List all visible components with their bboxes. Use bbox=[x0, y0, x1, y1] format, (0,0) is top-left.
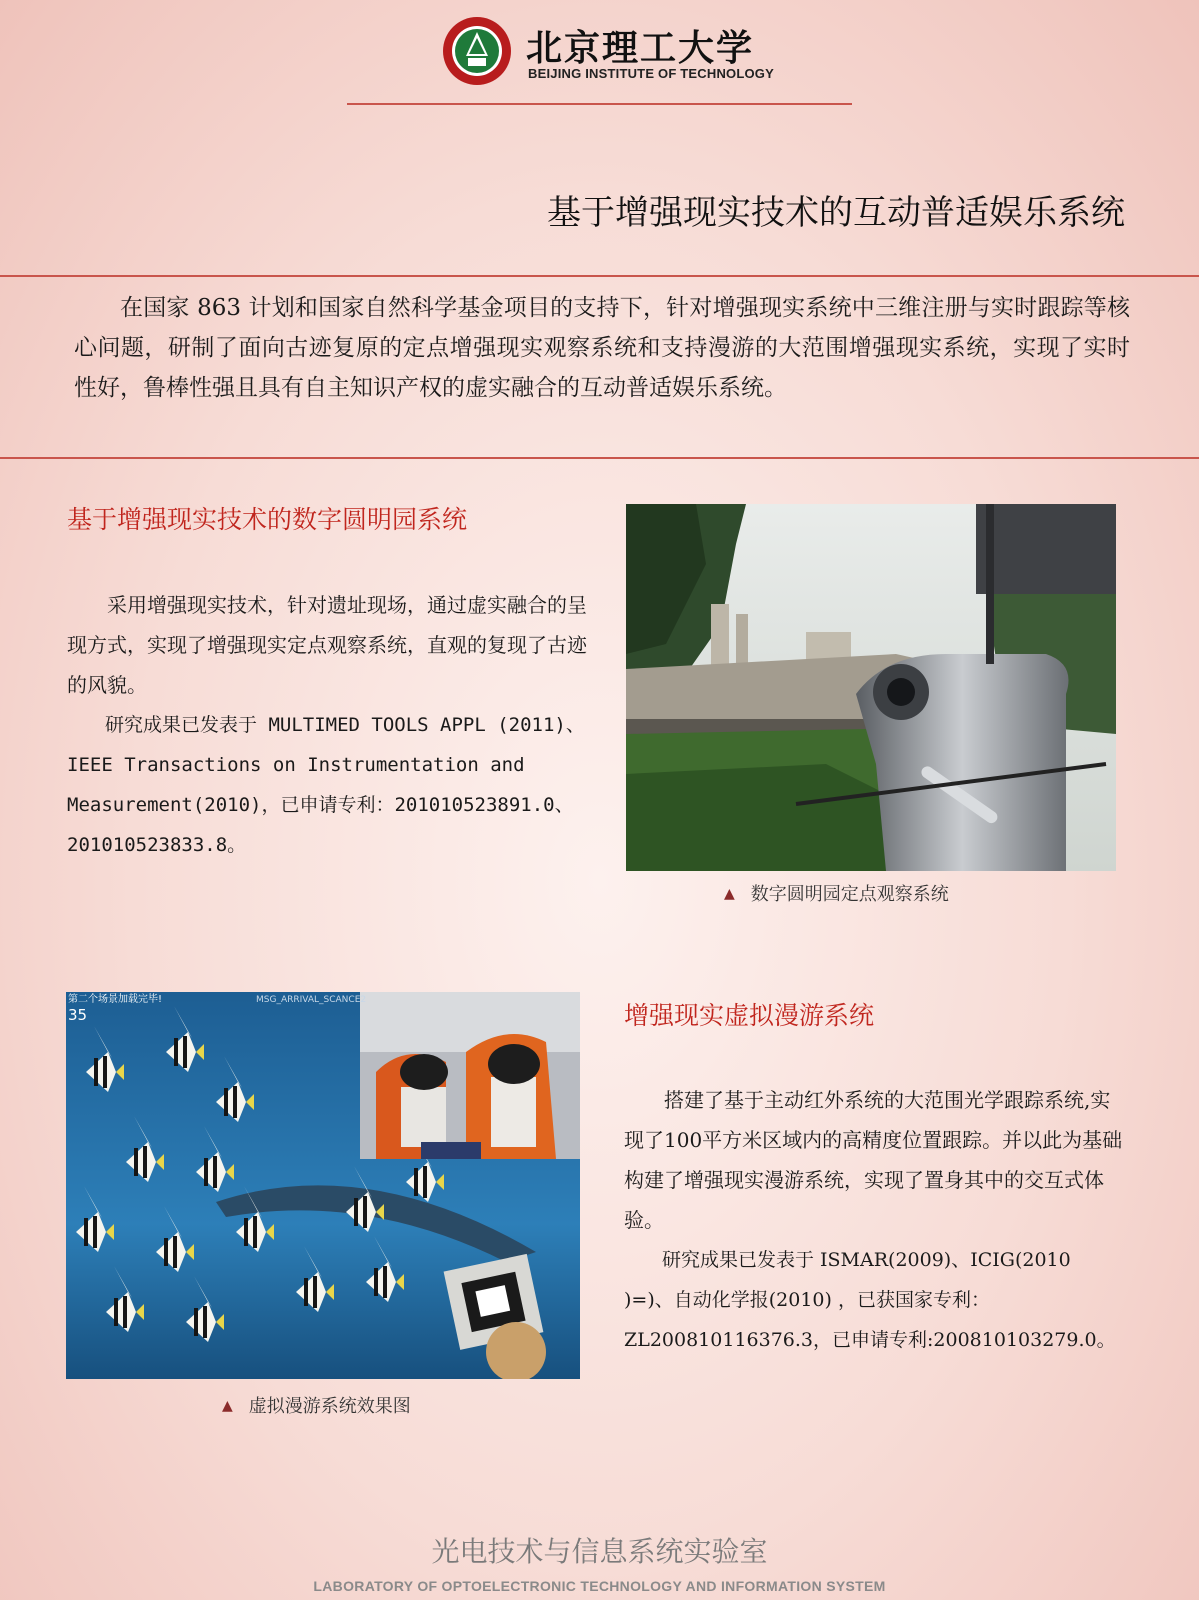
overlay-msg-text: MSG_ARRIVAL_SCANCE2 bbox=[256, 995, 367, 1005]
section2-para2: 研究成果已发表于 ISMAR(2009)、ICIG(2010 )=)、自动化学报(2010) ，已获国家专利：ZL200810116376.3，已申请专利:200810103279.0。 bbox=[624, 1249, 1116, 1351]
university-name-cn: 北京理工大学 bbox=[526, 27, 755, 69]
section1-title: 基于增强现实技术的数字圆明园系统 bbox=[67, 505, 468, 534]
virtual-tour-photo bbox=[66, 992, 580, 1379]
overlay-status-text: 第二个场景加载完毕! bbox=[68, 994, 163, 1005]
section1-para2: 研究成果已发表于 MULTIMED TOOLS APPL (2011)、IEEE Transactions on Instrumentation and Measurement(2010)，已申请专利：201010523891.0、201010523833.8。 bbox=[67, 714, 585, 856]
yuanmingyuan-photo bbox=[626, 504, 1116, 871]
lab-name-cn: 光电技术与信息系统实验室 bbox=[431, 1535, 768, 1568]
section1-body bbox=[67, 585, 592, 865]
caption-triangle-icon: ▲ bbox=[724, 886, 735, 902]
section2-title: 增强现实虚拟漫游系统 bbox=[624, 1001, 875, 1030]
section2-body bbox=[624, 1080, 1124, 1360]
university-name-en: BEIJING INSTITUTE OF TECHNOLOGY bbox=[528, 66, 774, 81]
section2-caption-text: 虚拟漫游系统效果图 bbox=[248, 1396, 411, 1417]
section1-para1: 采用增强现实技术，针对遗址现场，通过虚实融合的呈现方式，实现了增强现实定点观察系统，直观的复现了古迹的风貌。 bbox=[67, 593, 587, 697]
caption-triangle-icon: ▲ bbox=[222, 1398, 233, 1414]
overlay-frame-number: 35 bbox=[68, 1006, 88, 1024]
university-logo bbox=[442, 16, 774, 86]
section1-caption-text: 数字圆明园定点观察系统 bbox=[750, 884, 949, 905]
section2-caption bbox=[222, 1392, 411, 1418]
page-title: 基于增强现实技术的互动普适娱乐系统 bbox=[547, 193, 1125, 233]
university-emblem-icon bbox=[442, 16, 512, 86]
lab-name-en: LABORATORY OF OPTOELECTRONIC TECHNOLOGY AND INFORMATION SYSTEM bbox=[313, 1578, 886, 1594]
intro-bottom-divider bbox=[0, 457, 1199, 459]
header-divider bbox=[347, 103, 852, 105]
intro-paragraph: 在国家 863 计划和国家自然科学基金项目的支持下，针对增强现实系统中三维注册与实时跟踪等核心问题，研制了面向古迹复原的定点增强现实观察系统和支持漫游的大范围增强现实系统，实现了实时性好，鲁棒性强且具有自主知识产权的虚实融合的互动普适娱乐系统。 bbox=[74, 295, 1130, 401]
section1-caption bbox=[724, 880, 949, 906]
section2-para1: 搭建了基于主动红外系统的大范围光学跟踪系统,实现了100平方米区域内的高精度位置跟踪。并以此为基础构建了增强现实漫游系统，实现了置身其中的交互式体验。 bbox=[624, 1088, 1123, 1232]
intro-top-divider bbox=[0, 275, 1199, 277]
